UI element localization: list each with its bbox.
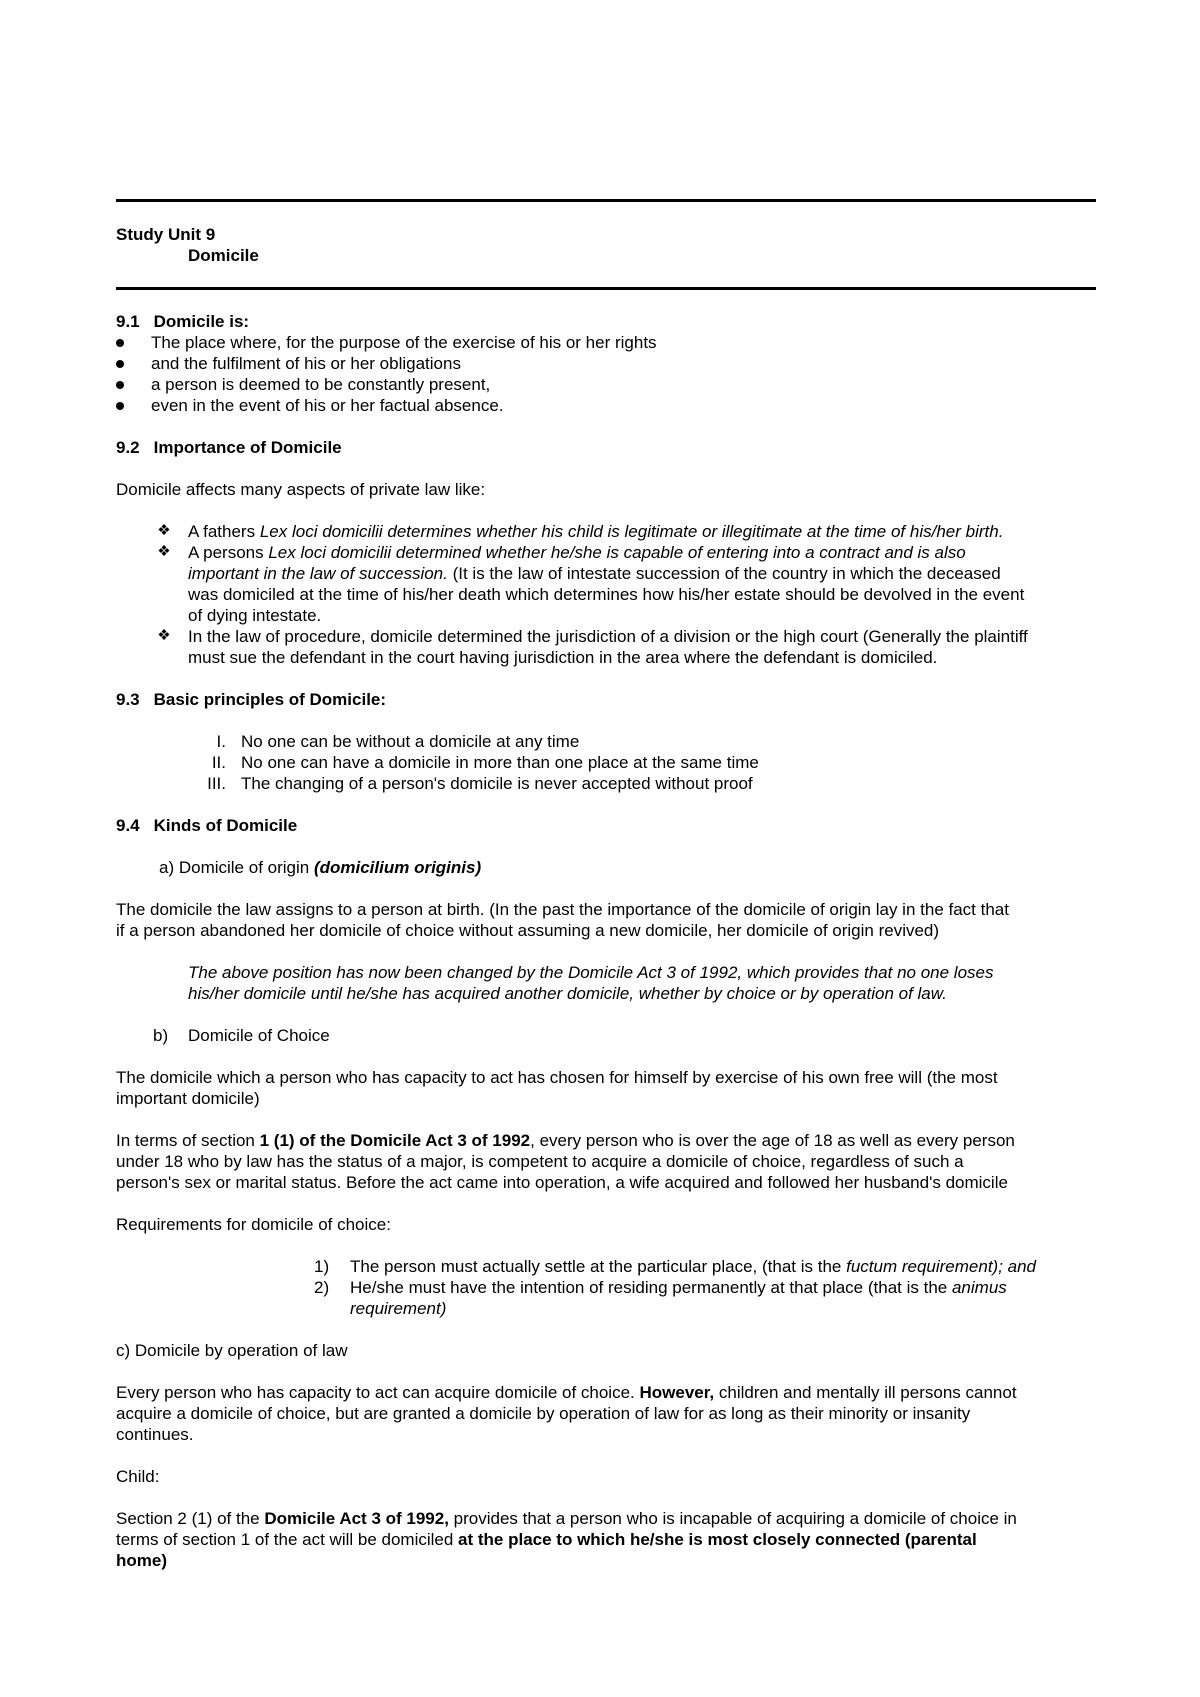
paragraph: continues.: [116, 1425, 194, 1444]
list-item: The person must actually settle at the particular place, (that is the fuctum requirement); and: [350, 1257, 1037, 1276]
paragraph: home): [116, 1551, 167, 1570]
section-9-2-intro: Domicile affects many aspects of private law like:: [116, 480, 486, 499]
bottom-rule: [116, 287, 1096, 290]
paragraph: The domicile the law assigns to a person at birth. (In the past the importance of the domicile of origin lay in the fact that: [116, 900, 1009, 919]
roman-numeral: III.: [207, 774, 226, 793]
paragraph: Every person who has capacity to act can acquire domicile of choice. However, children and mentally ill persons cannot: [116, 1383, 1017, 1402]
list-item: The changing of a person's domicile is never accepted without proof: [241, 774, 753, 793]
bullet-icon: [116, 402, 124, 410]
paragraph: The domicile which a person who has capacity to act has chosen for himself by exercise of his own free will (the most: [116, 1068, 998, 1087]
top-rule: [116, 199, 1096, 202]
paragraph: under 18 who by law has the status of a major, is competent to acquire a domicile of choice, regardless of such a: [116, 1152, 964, 1171]
subsection-b-heading: Domicile of Choice: [188, 1026, 330, 1045]
study-unit-title: Domicile: [188, 246, 259, 265]
list-item-continuation: requirement): [350, 1299, 447, 1318]
list-item-continuation: important in the law of succession. (It is the law of intestate succession of the country in which the deceased: [188, 564, 1001, 583]
diamond-bullet-icon: ❖: [157, 522, 171, 539]
list-item: In the law of procedure, domicile determined the jurisdiction of a division or the high court (Generally the plaintiff: [188, 627, 1028, 646]
section-9-1-heading: 9.1 Domicile is:: [116, 312, 250, 331]
paragraph: Section 2 (1) of the Domicile Act 3 of 1992, provides that a person who is incapable of acquiring a domicile of choice in: [116, 1509, 1017, 1528]
paragraph: person's sex or marital status. Before the act came into operation, a wife acquired and followed her husband's domicile: [116, 1173, 1008, 1192]
subsection-c-heading: c) Domicile by operation of law: [116, 1341, 348, 1360]
paragraph: Child:: [116, 1467, 160, 1486]
section-9-2-heading: 9.2 Importance of Domicile: [116, 438, 342, 457]
paragraph: Requirements for domicile of choice:: [116, 1215, 391, 1234]
list-item-continuation: was domiciled at the time of his/her death which determines how his/her estate should be devolved in the event: [188, 585, 1025, 604]
section-9-3-heading: 9.3 Basic principles of Domicile:: [116, 690, 387, 709]
bullet-icon: [116, 360, 124, 368]
list-item-continuation: of dying intestate.: [188, 606, 322, 625]
list-item: A fathers Lex loci domicilii determines whether his child is legitimate or illegitimate at the time of his/her birth.: [188, 522, 1004, 541]
bullet-icon: [116, 339, 124, 347]
quote-paragraph: The above position has now been changed by the Domicile Act 3 of 1992, which provides that no one loses: [188, 963, 994, 982]
paragraph: In terms of section 1 (1) of the Domicile Act 3 of 1992, every person who is over the age of 18 as well as every person: [116, 1131, 1015, 1150]
section-9-4-heading: 9.4 Kinds of Domicile: [116, 816, 298, 835]
study-unit-label: Study Unit 9: [116, 225, 216, 244]
list-item: A persons Lex loci domicilii determined whether he/she is capable of entering into a contract and is also: [188, 543, 966, 562]
bullet-icon: [116, 381, 124, 389]
list-item: The place where, for the purpose of the exercise of his or her rights: [151, 333, 657, 352]
list-item: and the fulfilment of his or her obligations: [151, 354, 461, 373]
roman-numeral: II.: [211, 753, 226, 772]
quote-paragraph: his/her domicile until he/she has acquired another domicile, whether by choice or by operation of law.: [188, 984, 947, 1003]
subsection-a-heading: a) Domicile of origin (domicilium originis): [159, 858, 482, 877]
subsection-b-letter: b): [153, 1026, 169, 1045]
diamond-bullet-icon: ❖: [157, 543, 171, 560]
diamond-bullet-icon: ❖: [157, 627, 171, 644]
list-item: No one can have a domicile in more than one place at the same time: [241, 753, 759, 772]
list-item: even in the event of his or her factual absence.: [151, 396, 504, 415]
list-item-continuation: must sue the defendant in the court having jurisdiction in the area where the defendant is domiciled.: [188, 648, 938, 667]
roman-numeral: I.: [216, 732, 226, 751]
list-item: a person is deemed to be constantly present,: [151, 375, 491, 394]
list-item: No one can be without a domicile at any time: [241, 732, 580, 751]
list-number: 1): [314, 1257, 330, 1276]
paragraph: acquire a domicile of choice, but are granted a domicile by operation of law for as long as their minority or insanity: [116, 1404, 971, 1423]
paragraph: if a person abandoned her domicile of choice without assuming a new domicile, her domicile of origin revived): [116, 921, 940, 940]
paragraph: terms of section 1 of the act will be domiciled at the place to which he/she is most closely connected (parental: [116, 1530, 977, 1549]
list-number: 2): [314, 1278, 330, 1297]
paragraph: important domicile): [116, 1089, 260, 1108]
list-item: He/she must have the intention of residing permanently at that place (that is the animus: [350, 1278, 1007, 1297]
